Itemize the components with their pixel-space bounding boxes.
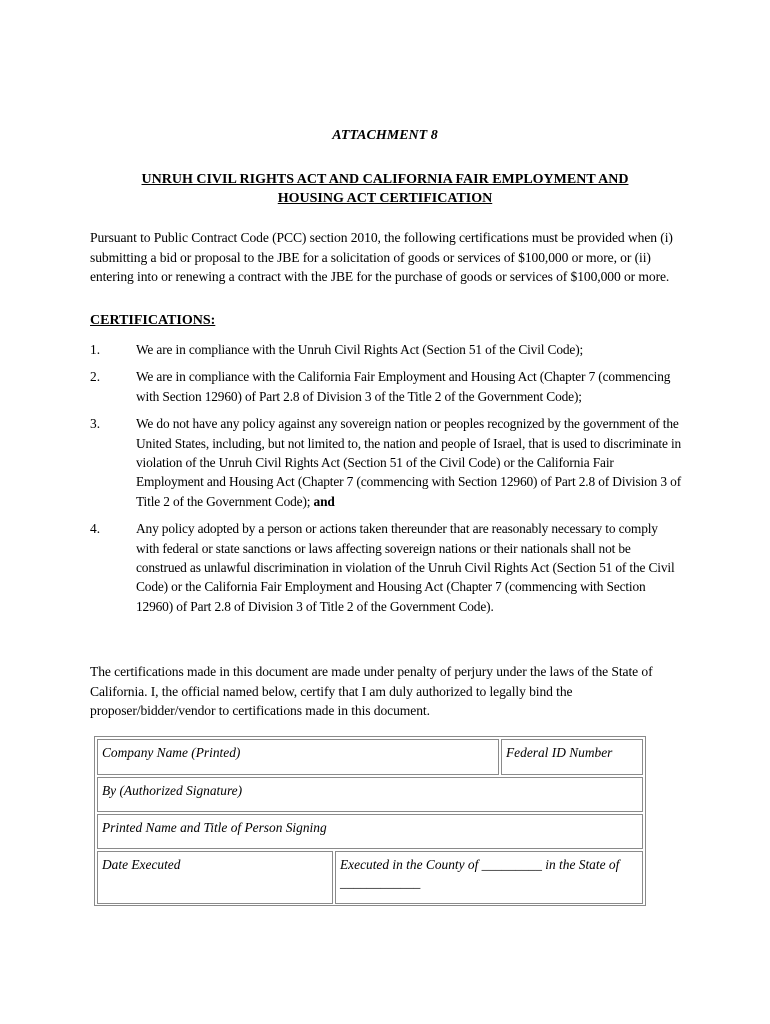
certification-text-body: Any policy adopted by a person or actions taken thereunder that are reasonably necessary to comply with federal or state sanctions or laws affecting sovereign nations or their nationals shall not be construed as unlawful discrimination in violation of the Unruh Civil Rights Act (Section 51 of the Civil Code) or the California Fair Employment and Housing Act (Chapter 7 (commencing with Section 12960) of Part 2.8 of Division 3 of Title 2 of the Government Code). [136,521,675,614]
certification-item [90,519,682,616]
intro-paragraph: Pursuant to Public Contract Code (PCC) section 2010, the following certifications must be provided when (i) submitting a bid or proposal to the JBE for a solicitation of goods or services of $100,000 or more, or (ii) entering into or renewing a contract with the JBE for the purchase of goods or services of $100,000 or more. [90,230,673,285]
certification-number: 4. [90,521,101,537]
federal-id-field[interactable]: Federal ID Number [501,739,643,775]
certification-item [90,367,682,406]
certification-text-body: We are in compliance with the Unruh Civil Rights Act (Section 51 of the Civil Code); [136,342,584,357]
date-executed-field[interactable]: Date Executed [97,851,333,904]
certification-item [90,414,682,511]
company-name-field[interactable]: Company Name (Printed) [97,739,499,775]
certifications-list [90,340,682,624]
attachment-label: ATTACHMENT 8 [332,128,438,143]
authorized-signature-field[interactable]: By (Authorized Signature) [97,777,643,812]
certification-number: 1. [90,342,101,357]
certification-text [136,367,682,406]
certification-text [136,340,682,359]
certification-item [90,340,682,359]
certification-suffix: and [313,493,335,509]
title-line-1: UNRUH CIVIL RIGHTS ACT AND CALIFORNIA FAIR EMPLOYMENT AND [141,172,629,187]
certification-text-body: We do not have any policy against any sovereign nation or peoples recognized by the government of the United States, including, but not limited to, the nation and people of Israel, that is used to discriminate in violation of the Unruh Civil Rights Act (Section 51 of the Civil Code) or the California Fair Employment and Housing Act (Chapter 7 (commencing with Section 12960) of Part 2.8 of Division 3 of Title 2 of the Government Code); [136,416,682,509]
title-line-2: HOUSING ACT CERTIFICATION [277,191,493,206]
certifications-heading: CERTIFICATIONS: [90,313,216,328]
certification-number: 2. [90,369,101,385]
document-title [90,170,680,208]
executed-county-state-field[interactable]: Executed in the County of _________ in the State of ____________ [335,851,643,904]
signature-form-table [94,736,646,906]
certification-text-body: We are in compliance with the California Fair Employment and Housing Act (Chapter 7 (commencing with Section 12960) of Part 2.8 of Division 3 of the Title 2 of the Government Code); [136,369,671,404]
closing-paragraph: The certifications made in this document are made under penalty of perjury under the laws of the State of California. I, the official named below, certify that I am duly authorized to legally bind the proposer/bidder/vendor to certifications made in this document. [90,664,653,719]
certification-text [136,519,682,616]
certification-text [136,414,682,511]
certification-number: 3. [90,416,101,432]
printed-name-title-field[interactable]: Printed Name and Title of Person Signing [97,814,643,849]
